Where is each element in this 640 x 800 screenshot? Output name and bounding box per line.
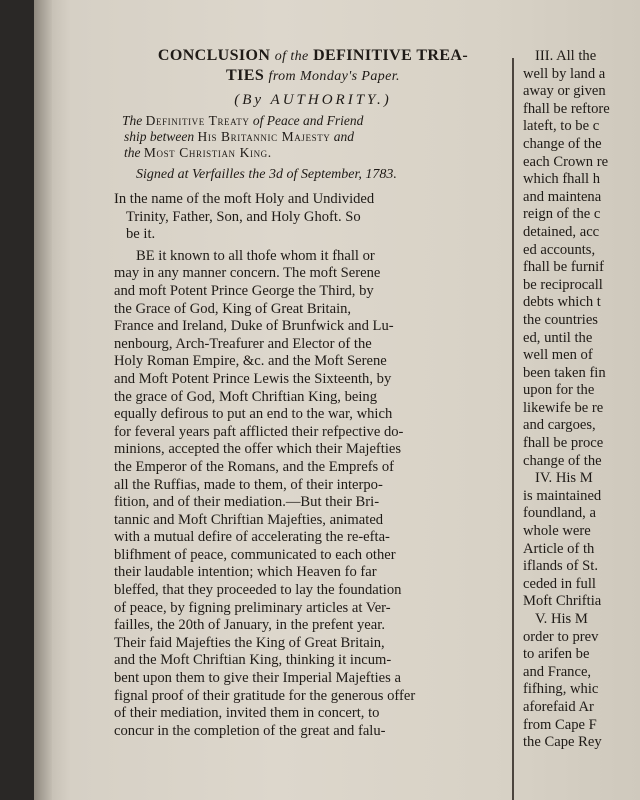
headline-italic: from Monday's Paper.	[268, 69, 400, 84]
text-line: is maintained	[523, 487, 602, 504]
text-line: and Moft Potent Prince Lewis the Sixteenth, by	[114, 370, 392, 387]
text-line: well men of	[523, 347, 593, 364]
text-line: for feveral years paft afflicted their refpective do-	[114, 423, 404, 440]
text-line: concur in the completion of the great and falu-	[114, 722, 386, 739]
headline-italic: of the	[274, 49, 309, 64]
right-column	[523, 48, 640, 752]
text-line: Article of th	[523, 540, 595, 557]
text-line: fhall be reftore	[523, 100, 610, 117]
text-line: tannic and Moft Chriftian Majefties, animated	[114, 511, 384, 528]
text-line: and maintena	[523, 188, 602, 205]
text-line: equally defirous to put an end to the war, which	[114, 406, 393, 423]
text-line: IV. His M	[535, 470, 593, 487]
text-line: France and Ireland, Duke of Brunfwick and Lu-	[114, 318, 394, 335]
text-line: the countries	[523, 311, 598, 328]
text-line: ceded in full	[523, 575, 596, 592]
text-line: with a mutual defire of accelerating the re-efta-	[114, 529, 390, 546]
text-line: iflands of St.	[523, 558, 598, 575]
text-line: and the Moft Chriftian King, thinking it incum-	[114, 652, 392, 669]
text-line: change of the	[523, 452, 602, 469]
text-line: each Crown re	[523, 153, 609, 170]
text-line: and moft Potent Prince George the Third, by	[114, 282, 374, 299]
text-line: bleffed, that they proceeded to lay the foundation	[114, 582, 402, 599]
text-line: fition, and of their mediation.—But their Bri-	[114, 494, 380, 511]
text-line: upon for the	[523, 382, 595, 399]
text-line: failles, the 20th of January, in the prefent year.	[114, 617, 385, 634]
left-column	[114, 46, 512, 742]
text-line: bent upon them to give their Imperial Majefties a	[114, 670, 401, 687]
text-line: minions, accepted the offer which their Majefties	[114, 441, 402, 458]
preamble-paragraph	[114, 191, 512, 244]
text-line: Trinity, Father, Son, and Holy Ghoft. So	[126, 208, 361, 225]
treaty-title	[124, 113, 512, 161]
text-line: all the Ruffias, made to them, of their interpo-	[114, 476, 383, 493]
text-line: from Cape F	[523, 716, 597, 733]
text-line: nenbourg, Arch-Treafurer and Elector of the	[114, 335, 372, 352]
text-line: may in any manner concern. The moft Serene	[114, 265, 381, 282]
text-line: debts which t	[523, 294, 601, 311]
text-line: be it.	[126, 226, 156, 243]
text-line: the Grace of God, King of Great Britain,	[114, 300, 352, 317]
text-line: the grace of God, Moft Chriftian King, being	[114, 388, 378, 405]
page-gutter-shadow	[34, 0, 52, 800]
text-line: well by land a	[523, 65, 606, 82]
text-line: of peace, by figning preliminary articles at Ver-	[114, 599, 391, 616]
text-line: Holy Roman Empire, &c. and the Moft Serene	[114, 353, 387, 370]
text-line: away or given	[523, 83, 606, 100]
text-line: fignal proof of their gratitude for the generous offer	[114, 687, 416, 704]
text-line: Their faid Majefties the King of Great Britain,	[114, 634, 385, 651]
text-line: which fhall h	[523, 171, 601, 188]
text-line: lateft, to be c	[523, 118, 600, 135]
treaty-title-caps: His Britannic Majesty	[197, 129, 331, 144]
text-line: In the name of the moft Holy and Undivided	[114, 191, 375, 207]
treaty-title-caps: Definitive Treaty	[145, 113, 250, 128]
headline-word: TIES	[226, 67, 265, 84]
treaty-title-text: The	[122, 113, 143, 128]
text-line: and France,	[523, 663, 592, 680]
text-line: aforefaid Ar	[523, 698, 594, 715]
treaty-title-caps: Most Christian King.	[143, 145, 272, 160]
column-rule	[512, 58, 514, 800]
text-line: change of the	[523, 135, 602, 152]
headline-word: CONCLUSION	[157, 47, 271, 64]
text-line: ed accounts,	[523, 241, 596, 258]
text-line: fhall be proce	[523, 435, 604, 452]
text-line: V. His M	[535, 611, 588, 627]
text-line: ed, until the	[523, 329, 593, 346]
text-line: Moft Chriftia	[523, 593, 602, 610]
text-line: order to prev	[523, 628, 599, 645]
treaty-title-text: of Peace and Friend	[252, 113, 364, 128]
text-line: be reciprocall	[523, 276, 603, 293]
text-line: fhall be furnif	[523, 259, 605, 276]
text-line: to arifen be	[523, 646, 590, 663]
text-line: of their mediation, invited them in concert, to	[114, 705, 380, 722]
headline	[114, 46, 512, 86]
text-line: foundland, a	[523, 505, 596, 522]
text-line: reign of the c	[523, 206, 601, 223]
authority-line: (By AUTHORITY.)	[234, 92, 392, 108]
text-line: the Emperor of the Romans, and the Emprefs of	[114, 458, 395, 475]
newspaper-page	[34, 0, 640, 800]
signed-line: Signed at Verfailles the 3d of September, 1783.	[136, 167, 397, 182]
treaty-title-text: the	[124, 145, 141, 160]
text-line: likewife be re	[523, 399, 604, 416]
text-line: detained, acc	[523, 223, 600, 240]
headline-word: DEFINITIVE TREA-	[313, 47, 469, 64]
text-line: whole were	[523, 523, 591, 540]
treaty-title-text: ship between	[124, 129, 195, 144]
text-line: their laudable intention; which Heaven fo far	[114, 564, 377, 581]
text-line: blifhment of peace, communicated to each other	[114, 546, 396, 563]
text-line: and cargoes,	[523, 417, 596, 434]
treaty-title-text: and	[333, 129, 355, 144]
text-line: BE it known to all thofe whom it fhall or	[136, 247, 375, 264]
text-line: been taken fin	[523, 364, 606, 381]
text-line: the Cape Rey	[523, 734, 602, 751]
text-line: III. All the	[535, 48, 597, 64]
body-paragraph	[114, 248, 512, 741]
text-line: fifhing, whic	[523, 681, 599, 698]
